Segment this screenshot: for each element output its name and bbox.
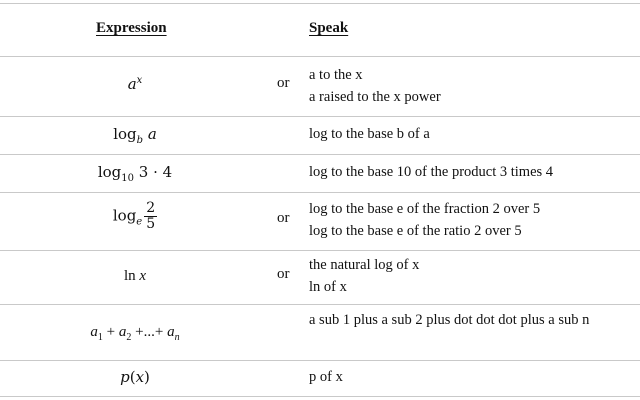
table-bottom-rule: [0, 396, 640, 397]
speak-line: ln of x: [309, 279, 347, 295]
speak-cell: [309, 198, 634, 242]
header-speak: Speak: [309, 20, 349, 36]
speak-cell: [309, 123, 634, 145]
expression-cell: $\log_e$ $\frac{2}{5}$: [112, 200, 156, 232]
speak-cell: [309, 64, 634, 108]
speak-line: a to the x: [309, 67, 363, 83]
expression-cell: $\log_{10} 3 \cdot 4$: [97, 163, 173, 184]
table-row: [0, 192, 640, 250]
table-top-rule: [0, 3, 640, 4]
speak-line: log to the base e of the fraction 2 over 5: [309, 201, 541, 217]
expression-cell: p(x): [120, 368, 150, 386]
speak-cell: [309, 309, 634, 331]
speak-line: the natural log of x: [309, 257, 420, 273]
or-label: or: [277, 75, 290, 91]
table-row: [0, 250, 640, 304]
speak-cell: [309, 161, 634, 183]
speak-line: log to the base e of the ratio 2 over 5: [309, 223, 522, 239]
table-row: [0, 116, 640, 154]
speak-cell: [309, 254, 634, 298]
table-row: [0, 154, 640, 192]
table-row: [0, 304, 640, 360]
expression-cell: $a_1 + a_2$ +...+ $a_n$: [90, 324, 180, 343]
table-row: [0, 360, 640, 396]
speak-line: log to the base 10 of the product 3 times 4: [309, 164, 554, 180]
expression-cell: $a^x$: [127, 75, 143, 93]
expression-cell: $\log_b a$: [113, 125, 157, 146]
fraction: $\frac{2}{5}$: [146, 200, 156, 232]
speak-cell: [309, 366, 634, 388]
speak-line: log to the base b of a: [309, 126, 430, 142]
speak-line: a raised to the x power: [309, 89, 441, 105]
expression-cell: ln x: [123, 268, 147, 284]
speak-line: p of x: [309, 369, 343, 385]
or-label: or: [277, 210, 290, 226]
speak-line: a sub 1 plus a sub 2 plus dot dot dot plus a sub n: [309, 312, 590, 328]
table-row: [0, 56, 640, 116]
or-label: or: [277, 266, 290, 282]
header-expression: Expression: [96, 20, 167, 36]
